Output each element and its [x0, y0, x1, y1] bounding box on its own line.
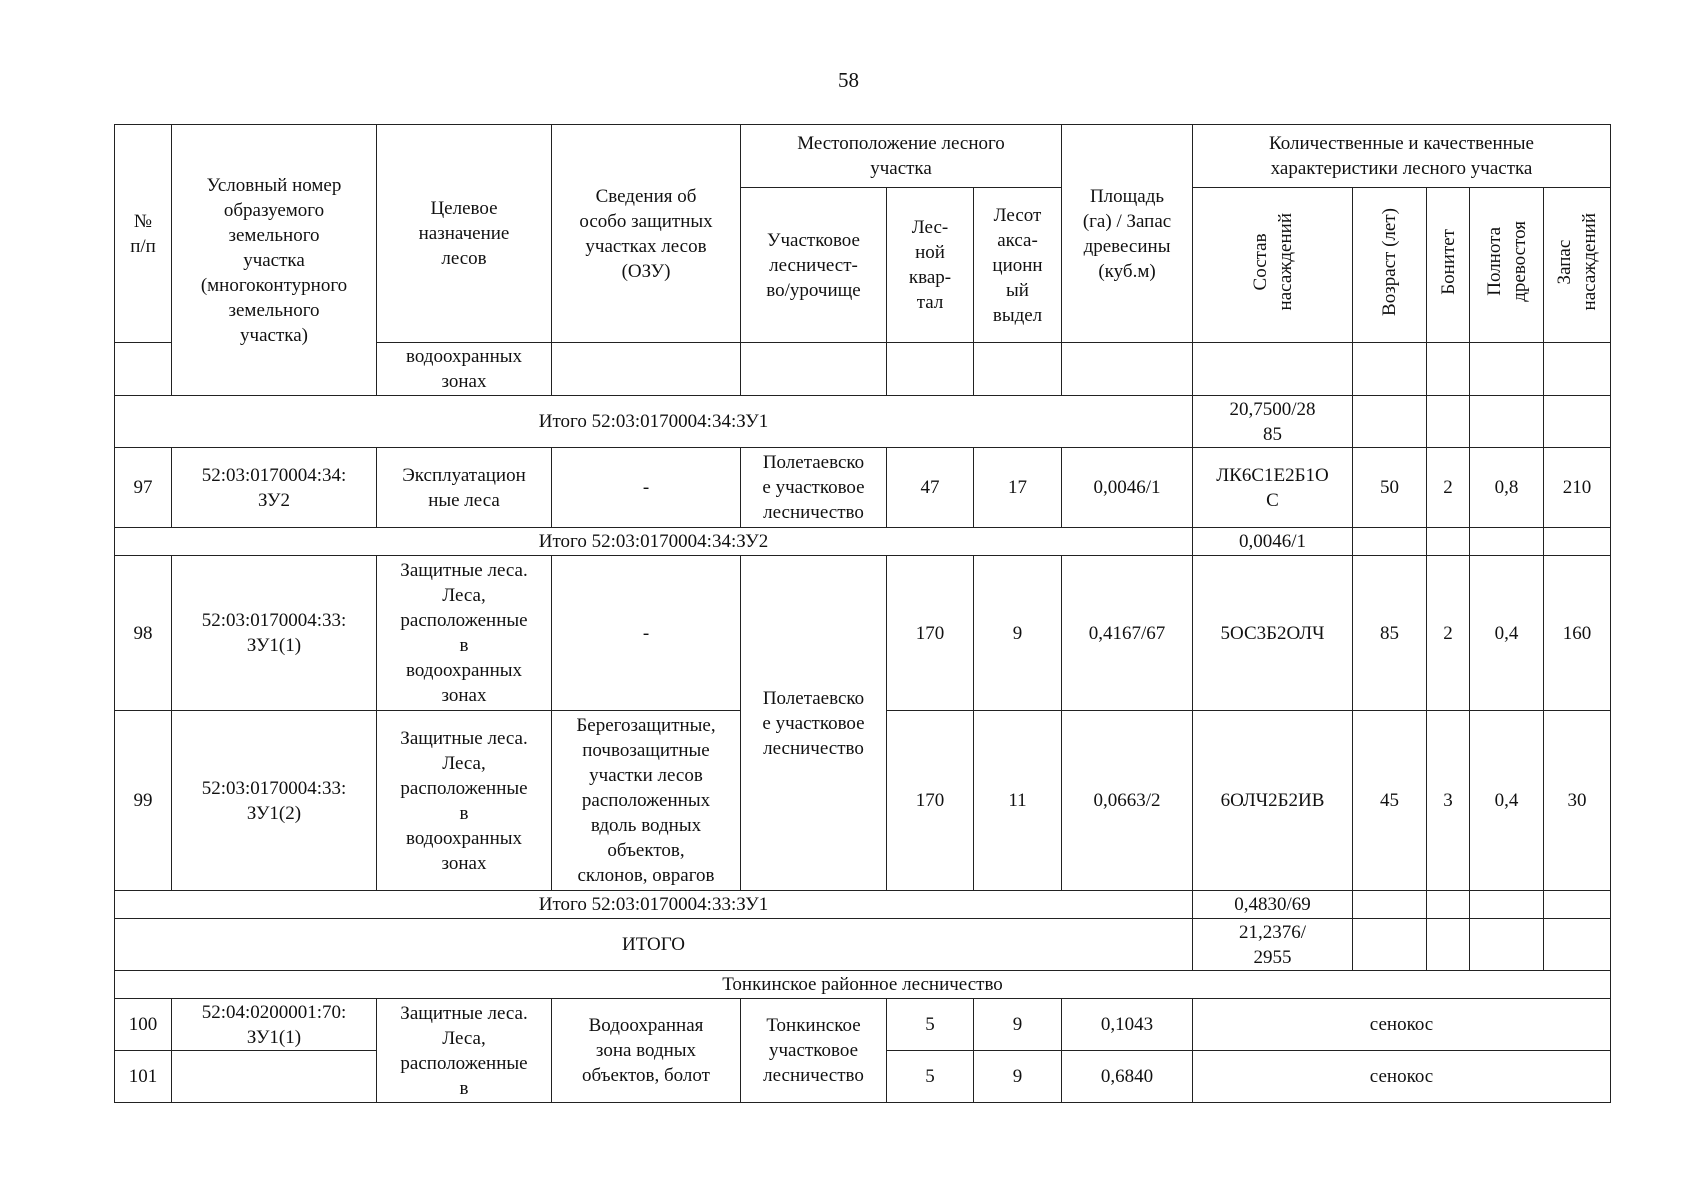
row-stock: 30 — [1544, 711, 1611, 891]
row-quarter: 5 — [887, 1051, 974, 1103]
total-area: 0,0046/1 — [1193, 528, 1353, 556]
page-number: 58 — [838, 68, 859, 92]
table-row — [115, 999, 1611, 1051]
header-row-1 — [115, 125, 1611, 188]
row-characteristics: сенокос — [1193, 1051, 1611, 1103]
row-age: 50 — [1353, 448, 1427, 528]
row-area: 0,4167/67 — [1062, 556, 1193, 711]
row-quarter: 170 — [887, 711, 974, 891]
row-density: 0,4 — [1470, 556, 1544, 711]
header-area: Площадь (га) / Запас древесины (куб.м) — [1062, 125, 1193, 343]
header-density-cell — [1470, 188, 1544, 343]
row-bonitet: 2 — [1427, 448, 1470, 528]
row-composition: 5ОС3Б2ОЛЧ — [1193, 556, 1353, 711]
row-stock: 210 — [1544, 448, 1611, 528]
header-bonitet: Бонитет — [1437, 228, 1459, 295]
header-section: Лесот акса- ционн ый выдел — [974, 188, 1062, 343]
header-age: Возраст (лет) — [1379, 207, 1401, 316]
grand-total-label: ИТОГО — [115, 919, 1193, 971]
row-num: 97 — [115, 448, 172, 528]
header-stock-cell — [1544, 188, 1611, 343]
header-characteristics: Количественные и качественные характеристики лесного участка — [1193, 125, 1611, 188]
row-district: Полетаевско е участковое лесничество — [741, 448, 887, 528]
row-protected: Водоохранная зона водных объектов, болот — [552, 999, 741, 1103]
cont-purpose: водоохранных зонах — [377, 343, 552, 396]
row-purpose: Эксплуатацион ные леса — [377, 448, 552, 528]
total-row — [115, 891, 1611, 919]
row-section: 9 — [974, 999, 1062, 1051]
section-header-row — [115, 971, 1611, 999]
row-age: 45 — [1353, 711, 1427, 891]
header-quarter: Лес- ной квар- тал — [887, 188, 974, 343]
row-num: 99 — [115, 711, 172, 891]
header-composition: Состав насаждений — [1249, 212, 1296, 311]
row-plot — [172, 1051, 377, 1103]
total-area: 20,7500/28 85 — [1193, 396, 1353, 448]
row-bonitet: 2 — [1427, 556, 1470, 711]
table-row — [115, 556, 1611, 711]
header-density: Полнота древостоя — [1483, 221, 1530, 302]
total-row — [115, 396, 1611, 448]
row-composition: 6ОЛЧ2Б2ИВ — [1193, 711, 1353, 891]
row-protected: - — [552, 448, 741, 528]
row-protected: - — [552, 556, 741, 711]
row-district: Тонкинское участковое лесничество — [741, 999, 887, 1103]
section-header: Тонкинское районное лесничество — [115, 971, 1611, 999]
total-label: Итого 52:03:0170004:34:ЗУ1 — [115, 396, 1193, 448]
row-characteristics: сенокос — [1193, 999, 1611, 1051]
row-stock: 160 — [1544, 556, 1611, 711]
row-area: 0,6840 — [1062, 1051, 1193, 1103]
grand-total-row — [115, 919, 1611, 971]
header-location: Местоположение лесного участка — [741, 125, 1062, 188]
row-num: 101 — [115, 1051, 172, 1103]
row-protected: Берегозащитные, почвозащитные участки лесов расположенных вдоль водных объектов, склонов, оврагов — [552, 711, 741, 891]
row-section: 11 — [974, 711, 1062, 891]
row-density: 0,8 — [1470, 448, 1544, 528]
header-num: № п/п — [115, 125, 172, 343]
header-age-cell — [1353, 188, 1427, 343]
header-plot-number: Условный номер образуемого земельного участка (многоконтурного земельного участка) — [172, 125, 377, 396]
row-plot: 52:03:0170004:33: ЗУ1(2) — [172, 711, 377, 891]
row-quarter: 47 — [887, 448, 974, 528]
row-bonitet: 3 — [1427, 711, 1470, 891]
row-area: 0,0663/2 — [1062, 711, 1193, 891]
total-area: 0,4830/69 — [1193, 891, 1353, 919]
forest-plots-table — [114, 124, 1611, 1103]
grand-total-area: 21,2376/ 2955 — [1193, 919, 1353, 971]
row-district: Полетаевско е участковое лесничество — [741, 556, 887, 891]
row-num: 98 — [115, 556, 172, 711]
header-stock: Запас насаждений — [1554, 212, 1601, 311]
table-row — [115, 448, 1611, 528]
row-purpose: Защитные леса. Леса, расположенные в — [377, 999, 552, 1103]
header-protected: Сведения об особо защитных участках лесов (ОЗУ) — [552, 125, 741, 343]
row-quarter: 170 — [887, 556, 974, 711]
row-age: 85 — [1353, 556, 1427, 711]
header-purpose: Целевое назначение лесов — [377, 125, 552, 343]
row-plot: 52:04:0200001:70: ЗУ1(1) — [172, 999, 377, 1051]
header-bonitet-cell — [1427, 188, 1470, 343]
total-row — [115, 528, 1611, 556]
row-section: 9 — [974, 1051, 1062, 1103]
row-num: 100 — [115, 999, 172, 1051]
row-quarter: 5 — [887, 999, 974, 1051]
total-label: Итого 52:03:0170004:34:ЗУ2 — [115, 528, 1193, 556]
row-plot: 52:03:0170004:34: ЗУ2 — [172, 448, 377, 528]
row-composition: ЛК6С1Е2Б1О С — [1193, 448, 1353, 528]
row-section: 9 — [974, 556, 1062, 711]
row-area: 0,0046/1 — [1062, 448, 1193, 528]
header-composition-cell — [1193, 188, 1353, 343]
header-district: Участковое лесничест- во/урочище — [741, 188, 887, 343]
row-section: 17 — [974, 448, 1062, 528]
row-area: 0,1043 — [1062, 999, 1193, 1051]
row-purpose: Защитные леса. Леса, расположенные в водоохранных зонах — [377, 711, 552, 891]
row-density: 0,4 — [1470, 711, 1544, 891]
total-label: Итого 52:03:0170004:33:ЗУ1 — [115, 891, 1193, 919]
row-purpose: Защитные леса. Леса, расположенные в водоохранных зонах — [377, 556, 552, 711]
row-plot: 52:03:0170004:33: ЗУ1(1) — [172, 556, 377, 711]
